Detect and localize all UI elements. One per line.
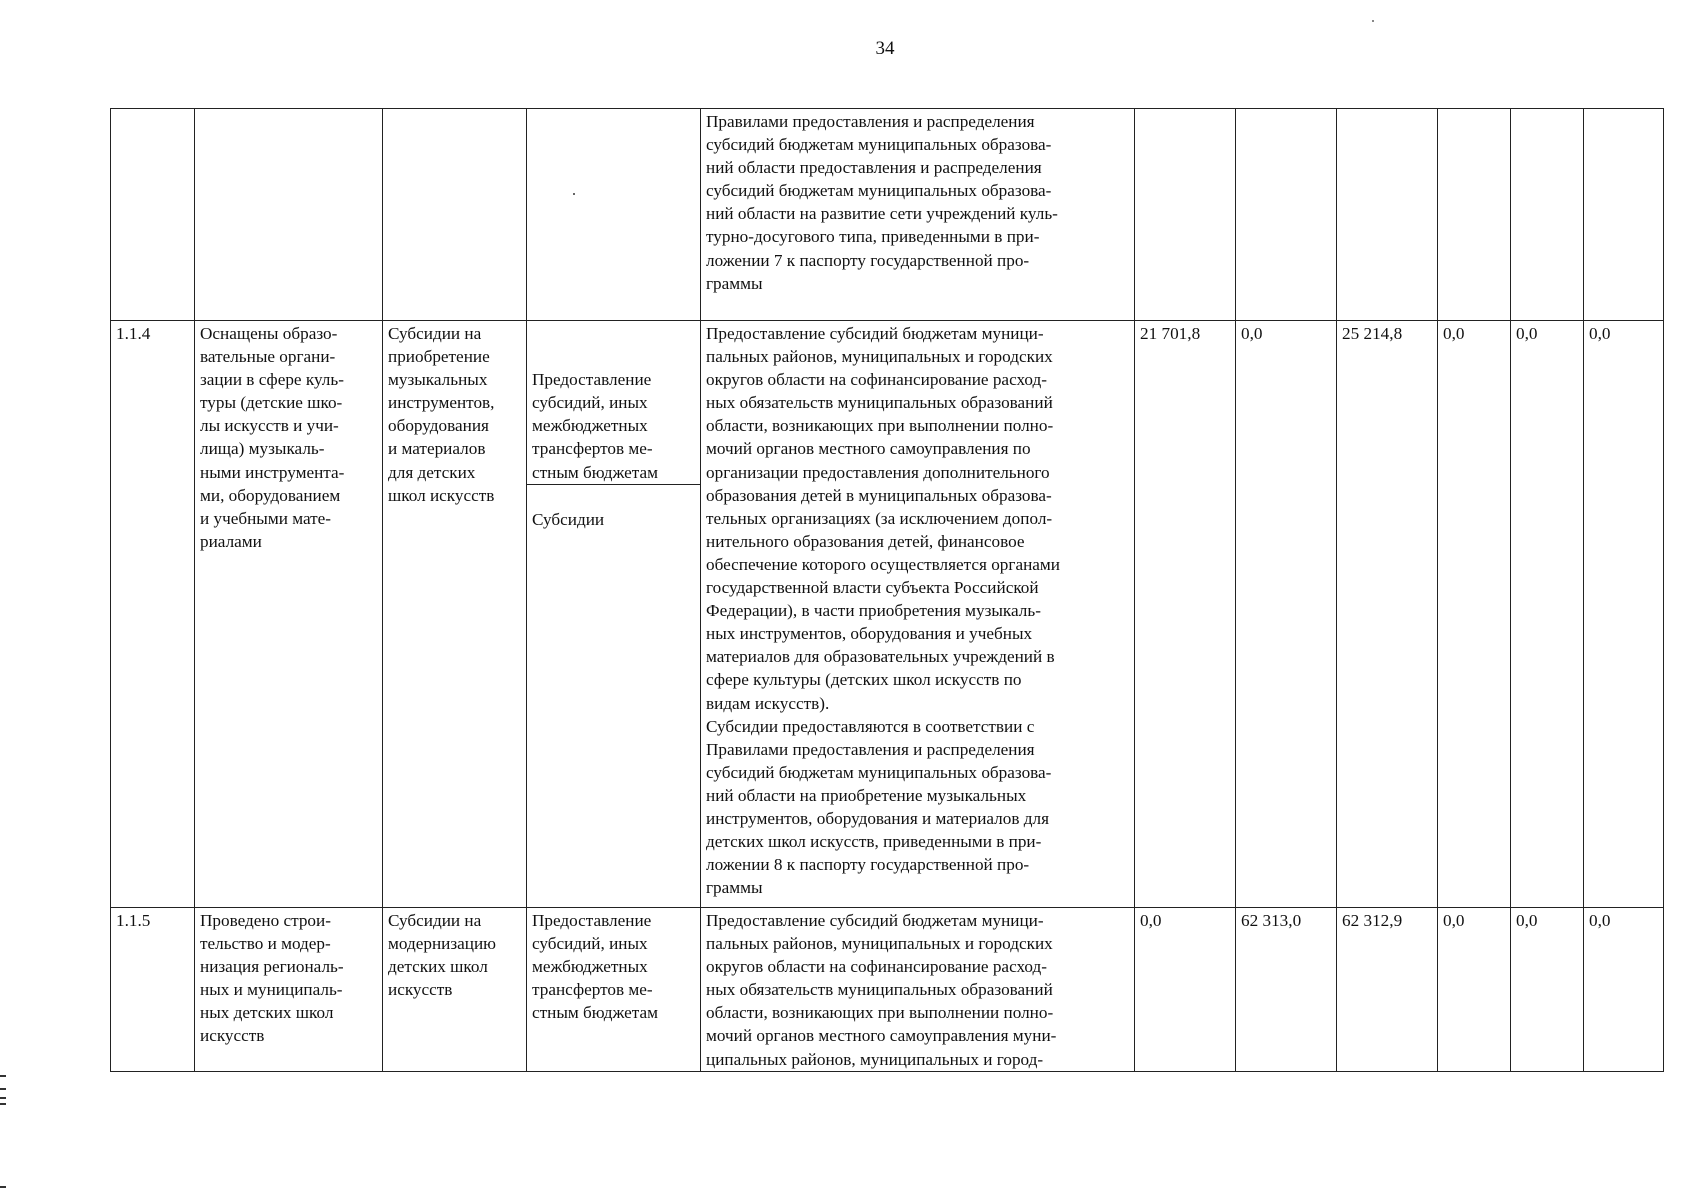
cell-value-1: 0,0 bbox=[1135, 908, 1236, 1072]
cell-measure bbox=[383, 109, 527, 321]
cell-result: Оснащены образо- вательные органи- зации в сфере куль- туры (детские шко- лы искусств и учи- лища) музыкаль- ными инструмента- ми, оборудованием и учебными мате- риалами bbox=[195, 321, 383, 908]
table-row bbox=[111, 321, 1664, 908]
cell-value-6: 0,0 bbox=[1584, 908, 1664, 1072]
cell-value-6: 0,0 bbox=[1584, 321, 1664, 908]
table-row bbox=[111, 908, 1664, 1072]
scan-speck bbox=[573, 193, 575, 195]
table-row bbox=[111, 109, 1664, 321]
cell-value-5: 0,0 bbox=[1511, 321, 1584, 908]
edge-mark bbox=[0, 1088, 6, 1090]
cell-description: Предоставление субсидий бюджетам муници- пальных районов, муниципальных и городских округов области на софинансирование расход- ных обязательств муниципальных образований области, возникающих при выполнении полно- мочий органов местного самоуправления по организации предоставления дополнительного образования детей в муниципальных образова- тельных организациях (за исключением допол- нительного образования детей, финансовое обеспечение которого осуществляется органами государственной власти субъекта Российской Федерации), в части приобретения музыкаль- ных инструментов, оборудования и учебных материалов для образовательных учреждений в сфере культуры (детских школ искусств по видам искусств). Субсидии предоставляются в соответствии с Правилами предоставления и распределения субсидий бюджетам муниципальных образова- ний области на приобретение музыкальных инструментов, оборудования и материалов для детских школ искусств, приведенными в при- ложении 8 к паспорту государственной про- граммы bbox=[701, 321, 1135, 908]
cell-value-3 bbox=[1337, 109, 1438, 321]
cell-result: Проведено строи- тельство и модер- низация региональ- ных и муниципаль- ных детских школ искусств bbox=[195, 908, 383, 1072]
edge-mark bbox=[0, 1075, 6, 1077]
mechanism-split bbox=[532, 345, 696, 554]
cell-measure: Субсидии на модернизацию детских школ искусств bbox=[383, 908, 527, 1072]
edge-mark bbox=[0, 1103, 6, 1105]
cell-value-1: 21 701,8 bbox=[1135, 321, 1236, 908]
cell-value-2 bbox=[1236, 109, 1337, 321]
page-number: 34 bbox=[875, 38, 895, 59]
cell-value-5: 0,0 bbox=[1511, 908, 1584, 1072]
mechanism-text: Предоставление субсидий, иных межбюджетных трансфертов ме- стным бюджетам bbox=[527, 368, 700, 484]
mechanism-note: Субсидии bbox=[532, 509, 605, 529]
cell-number: 1.1.5 bbox=[111, 908, 195, 1072]
cell-value-5 bbox=[1511, 109, 1584, 321]
cell-value-2: 62 313,0 bbox=[1236, 908, 1337, 1072]
cell-mechanism bbox=[527, 321, 701, 908]
cell-value-4: 0,0 bbox=[1438, 321, 1511, 908]
cell-mechanism: Предоставление субсидий, иных межбюджетных трансфертов ме- стным бюджетам bbox=[527, 908, 701, 1072]
edge-mark bbox=[0, 1097, 6, 1099]
cell-number: 1.1.4 bbox=[111, 321, 195, 908]
edge-mark bbox=[0, 1186, 6, 1188]
program-table bbox=[110, 108, 1664, 1072]
cell-value-6 bbox=[1584, 109, 1664, 321]
cell-number bbox=[111, 109, 195, 321]
cell-value-1 bbox=[1135, 109, 1236, 321]
cell-measure: Субсидии на приобретение музыкальных инструментов, оборудования и материалов для детских школ искусств bbox=[383, 321, 527, 908]
cell-value-3: 25 214,8 bbox=[1337, 321, 1438, 908]
cell-result bbox=[195, 109, 383, 321]
cell-value-3: 62 312,9 bbox=[1337, 908, 1438, 1072]
scan-speck bbox=[1372, 20, 1374, 22]
cell-description: Предоставление субсидий бюджетам муници- пальных районов, муниципальных и городских округов области на софинансирование расход- ных обязательств муниципальных образований области, возникающих при выполнении полно- мочий органов местного самоуправления муни- ципальных районов, муниципальных и город- bbox=[701, 908, 1135, 1072]
cell-description: Правилами предоставления и распределения субсидий бюджетам муниципальных образова- ний области предоставления и распределения субсидий бюджетам муниципальных образова- ний области на развитие сети учреждений куль- турно-досугового типа, приведенными в при- ложении 7 к паспорту государственной про- граммы bbox=[701, 109, 1135, 321]
cell-value-2: 0,0 bbox=[1236, 321, 1337, 908]
cell-value-4 bbox=[1438, 109, 1511, 321]
cell-mechanism bbox=[527, 109, 701, 321]
cell-value-4: 0,0 bbox=[1438, 908, 1511, 1072]
